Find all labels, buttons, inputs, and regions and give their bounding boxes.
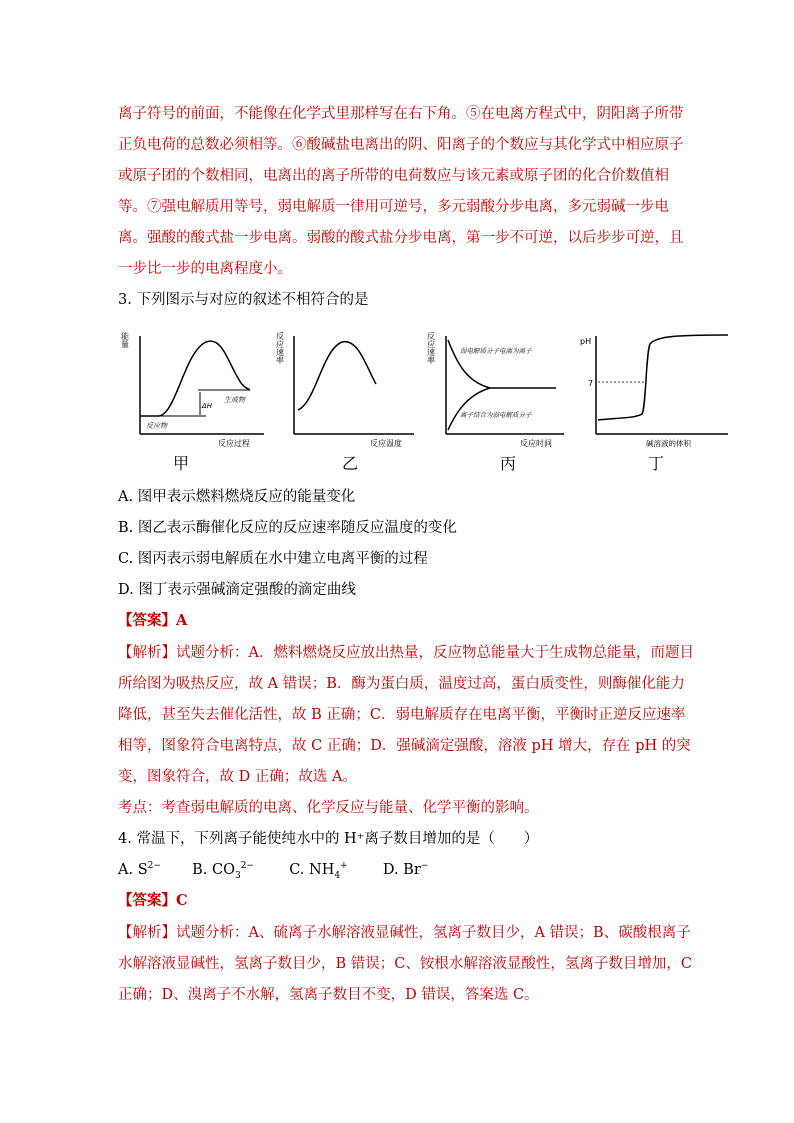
- q3-analysis-3: 降低，甚至失去催化活性，故 B 正确；C．弱电解质存在电离平衡，平衡时正逆反应速率: [118, 707, 686, 723]
- ding-tick-7: 7: [588, 379, 594, 388]
- q3-answer: 【答案】A: [118, 612, 188, 629]
- q3-analysis-5: 变，图象符合，故 D 正确；故选 A。: [118, 769, 357, 785]
- bing-lower-label: 离子结合为弱电解质分子: [460, 411, 532, 419]
- continuation-line-4: 等。⑦强电解质用等号，弱电解质一律用可逆号，多元弱酸分步电离，多元弱碱一步电: [118, 199, 669, 215]
- jia-curve: [140, 341, 250, 416]
- q3-kaodian: 考点：考查弱电解质的电离、化学反应与能量、化学平衡的影响。: [118, 800, 539, 816]
- jia-dh-label: ΔH: [202, 402, 213, 410]
- caption-bing: 丙: [500, 454, 517, 473]
- q4-option-a: A. $S^{2-}$: [118, 861, 161, 878]
- bing-x-label: 反应时间: [520, 439, 552, 448]
- q4-options: [118, 860, 428, 880]
- yi-x-label: 反应温度: [370, 439, 402, 448]
- continuation-line-5: 离。强酸的酸式盐一步电离。弱酸的酸式盐分步电离，第一步不可逆，以后步步可逆，且: [118, 230, 684, 246]
- q4-option-d: D. Br−: [382, 861, 429, 878]
- yi-y-label: 反应速率: [275, 332, 285, 364]
- jia-x-label: 反应过程: [218, 439, 250, 448]
- yi-curve: [298, 342, 376, 410]
- continuation-line-6: 一步比一步的电离程度小。: [118, 261, 292, 277]
- q4-stem: 4. 常温下，下列离子能使纯水中的 H⁺离子数目增加的是（ ）: [118, 831, 539, 847]
- q3-figure: [118, 322, 728, 472]
- q3-analysis-2: 所给图为吸热反应，故 A 错误；B．酶为蛋白质，温度过高，蛋白质变性，则酶催化能力: [118, 676, 685, 692]
- q3-option-d: D. 图丁表示强碱滴定强酸的滴定曲线: [118, 582, 356, 598]
- bing-upper-label: 弱电解质分子电离为离子: [460, 347, 532, 355]
- graph-yi: [276, 331, 415, 448]
- q3-analysis-1: 【解析】试题分析：A．燃料燃烧反应放出热量，反应物总能量大于生成物总能量，而题目: [118, 645, 694, 661]
- ding-y-label: pH: [580, 337, 592, 346]
- ding-x-label: 碱溶液的体积: [646, 439, 691, 448]
- jia-product-label: 生成物: [224, 396, 245, 404]
- graph-bing: [427, 331, 565, 448]
- caption-ding: 丁: [648, 454, 665, 473]
- q3-analysis-4: 相等，图象符合电离特点，故 C 正确；D．强碱滴定强酸，溶液 pH 增大，存在 pH 的突: [118, 738, 691, 754]
- q4-analysis-3: 正确；D、溴离子不水解，氢离子数目不变，D 错误，答案选 C。: [118, 987, 539, 1003]
- bing-lower-curve: [448, 388, 490, 430]
- q3-option-c: C. 图丙表示弱电解质在水中建立电离平衡的过程: [118, 551, 428, 567]
- continuation-line-3: 或原子团的个数相同，电离出的离子所带的电荷数应与该元素或原子团的化合价数值相: [118, 168, 669, 184]
- ding-curve: [598, 335, 728, 420]
- q4-option-b: B. $CO_3^{2-}$: [192, 861, 254, 881]
- q4-analysis-1: 【解析】试题分析：A、硫离子水解溶液显碱性，氢离子数目少，A 错误；B、碳酸根离子: [118, 925, 691, 941]
- q3-figure-svg: [118, 322, 728, 472]
- continuation-line-2: 正负电荷的总数必须相等。⑥酸碱盐电离出的阴、阳离子的个数应与其化学式中相应原子: [118, 137, 684, 153]
- q3-option-a: A. 图甲表示燃料燃烧反应的能量变化: [118, 489, 356, 505]
- q3-option-b: B. 图乙表示酶催化反应的反应速率随反应温度的变化: [118, 520, 457, 536]
- continuation-line-1: 离子符号的前面，不能像在化学式里那样写在右下角。⑤在电离方程式中，阴阳离子所带: [118, 106, 684, 122]
- caption-jia: 甲: [173, 454, 190, 473]
- caption-yi: 乙: [342, 454, 359, 473]
- q4-option-c: C. $NH_4^+$: [289, 861, 348, 881]
- graph-ding: [580, 335, 728, 448]
- jia-reactant-label: 反应物: [146, 422, 167, 430]
- q4-answer: 【答案】C: [118, 892, 188, 909]
- q4-analysis-2: 水解溶液显碱性，氢离子数目少，B 错误；C、铵根水解溶液显酸性，氢离子数目增加，C: [118, 956, 692, 972]
- jia-y-label: 能量: [120, 332, 130, 348]
- bing-y-label: 反应速率: [426, 332, 436, 364]
- q3-stem: 3. 下列图示与对应的叙述不相符合的是: [118, 292, 369, 308]
- graph-jia: [121, 331, 265, 448]
